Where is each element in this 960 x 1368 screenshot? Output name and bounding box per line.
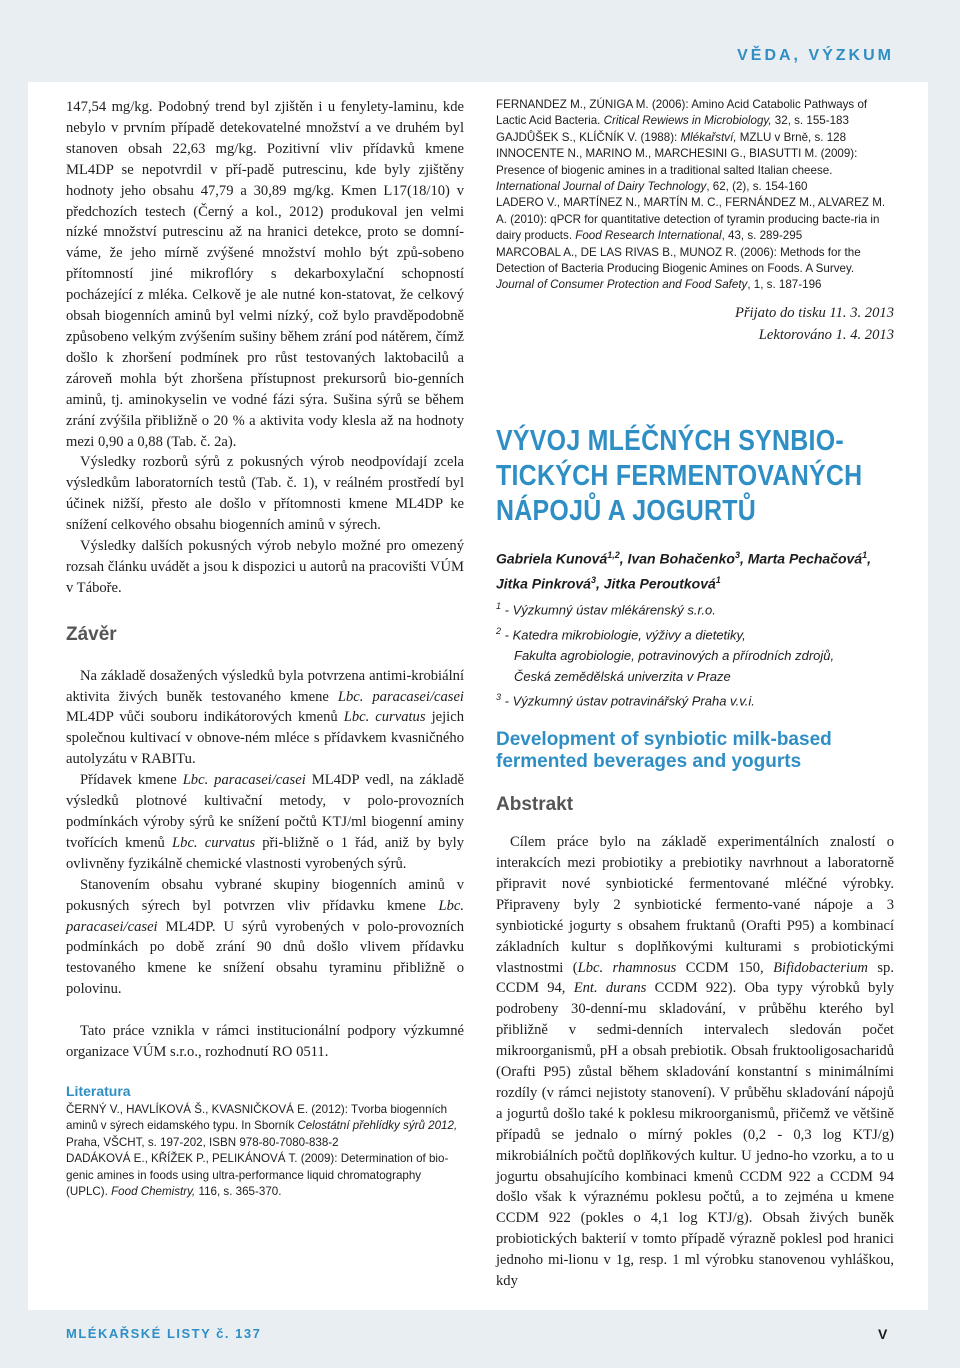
reference-item: FERNANDEZ M., ZÚNIGA M. (2006): Amino Acid Catabolic Pathways of Lactic Acid Bacteria. Critical Rewiews in Microbiology, 32, s. 155-183 <box>496 98 868 128</box>
reviewed-date: Lektorováno 1. 4. 2013 <box>758 326 894 343</box>
page-body <box>28 82 928 1310</box>
reference-item: ČERNÝ V., HAVLÍKOVÁ Š., KVASNIČKOVÁ E. (2012): Tvorba biogenních aminů v sýrech eidamského typu. In Sborník Celostátní přehlídky sýrů 2012, Praha, VŠCHT, s. 197-202, ISBN 978-80-7080-838-2 <box>66 1102 458 1149</box>
paragraph: 147,54 mg/kg. Podobný trend byl zjištěn i u fenylety-laminu, kde nebylo v prvním případě detekovatelné množství a ve druhém byl stanoven obsah 22,63 mg/kg. Pozitivní vliv přídavků kmene ML4DP se nepotvrdil v pří-padě putrescinu, kde byly zjištěny hodnoty jeho obsahu 47,79 a 30,89 mg/kg. Kmen L17(18/10) v předchozích testech (Černý a kol., 2012) produkoval jen velmi nízké množství putrescinu až na hranici detekce, proto se domní-váme, že jeho mírně zvýšené množství mohlo být způ-sobeno přítomností jiné mikroflóry s dekarboxylační schopností pocházející z mléka. Celkově je ale nutné kon-statovat, že celkový obsah biogenních aminů byl velmi nízký, což bylo pravděpodobně způsobeno velkým zvýšením sušiny během zrání pod nátěrem, čímž došlo k zhoršení podmínek pro růst testovaných laktobacilů a zároveň mohla být zhoršena přístupnost prekursorů bio-genních aminů, tj. aminokyselin ve vodné fázi sýra. Sušina sýrů se během zrání zvýšila přibližně o 20 % a aktivita vody klesla až na hodnoty mezi 0,90 a 0,88 (Tab. č. 2a). <box>66 99 464 450</box>
reference-item: MARCOBAL A., DE LAS RIVAS B., MUNOZ R. (2006): Methods for the Detection of Bacteria Producing Biogenic Amines on Foods. A Survey. Journal of Consumer Protection and Food Safety, 1, s. 187-196 <box>496 245 861 292</box>
paragraph: Přídavek kmene Lbc. paracasei/casei ML4DP vedl, na základě výsledků plotnové kultivační metody, v polo-provozních podmínkách výroby sýrů ke snížení počtů KTJ/ml biogenní aminy tvořících kmenů Lbc. curvatus při-bližně o 1 řád, aniž by byly ovlivněny fyzikálně chemické vlastnosti vyrobených sýrů. <box>66 772 464 872</box>
article-title: VÝVOJ MLÉČNÝCH SYNBIO- TICKÝCH FERMENTOVANÝCH NÁPOJŮ A JOGURTŮ <box>496 424 863 527</box>
acknowledgement: Tato práce vznikla v rámci institucionální podpory výzkumné organizace VÚM s.r.o., rozhodnutí RO 0511. <box>66 1023 464 1061</box>
conclusion-heading: Závěr <box>66 623 117 645</box>
left-column <box>66 97 464 1200</box>
reference-item: LADERO V., MARTÍNEZ N., MARTÍN M. C., FERNÁNDEZ M., ALVAREZ M. A. (2010): qPCR for quantitative detection of tyramin producing bacte-ria in dairy products. Food Research International, 43, s. 289-295 <box>496 196 886 243</box>
section-tag: VĚDA, VÝZKUM <box>737 47 894 64</box>
references-heading: Literatura <box>66 1082 131 1099</box>
reference-item: INNOCENTE N., MARINO M., MARCHESINI G., BIASUTTI M. (2009): Presence of biogenic amines in a traditional salted Italian cheese. International Journal of Dairy Technology, 62, (2), s. 154-160 <box>496 147 858 194</box>
journal-footer: MLÉKAŘSKÉ LISTY č. 137 <box>66 1326 262 1341</box>
reference-item: DADÁKOVÁ E., KŘÍŽEK P., PELIKÁNOVÁ T. (2009): Determination of bio-genic amines in foods using ultra-performance liquid chromatography (UPLC). Food Chemistry, 116, s. 365-370. <box>66 1152 449 1198</box>
accepted-date: Přijato do tisku 11. 3. 2013 <box>734 304 894 321</box>
paragraph: Stanovením obsahu vybrané skupiny biogenních aminů v pokusných sýrech byl potvrzen vliv přídavku kmene Lbc. paracasei/casei ML4DP. U sýrů vyrobených v polo-provozních podmínkách po době zrání 90 dnů došlo vlivem přídavku testovaného kmene ke snížení obsahu tyraminu přibližně o polovinu. <box>66 876 464 998</box>
page-number: V <box>878 1326 888 1342</box>
paragraph: Výsledky rozborů sýrů z pokusných výrob neodpovídají zcela výsledkům laboratorních testů (Tab. č. 1), v reálném prostředí byl účinek nižší, přesto ale došlo v přítomnosti kmene ML4DP ke snížení celkového obsahu biogenních aminů v sýrech. <box>66 454 464 534</box>
right-column <box>496 97 894 1292</box>
reference-item: GAJDŮŠEK S., KLÍČNÍK V. (1988): Mlékařství, MZLU v Brně, s. 128 <box>496 130 847 144</box>
affiliations: $^1$ - Výzkumný ústav mlékárenský s.r.o. $^2$ - Katedra mikrobiologie, výživy a dietetiky, Fakulta agrobiologie, potravinových a přírodních zdrojů, Česká zemědělská univerzita v Praze $^3$ - Výzkumný ústav potravinářský Praha v.v.i. <box>496 601 835 709</box>
abstract-text: Cílem práce bylo na základě experimentálních znalostí o interakcích mezi probiotiky a prebiotiky navrhnout a laboratorně připravit nové synbiotické fermentované mléčné výrobky. Připraveny byly 2 synbiotické fermento-vané nápoje a 3 synbiotické jogurty s obsahem fruktanů (Orafti P95) a kombinací základních kultur s doplňkovými kulturami s probiotickými vlastnostmi (Lbc. rhamnosus CCDM 150, Bifidobacterium sp. CCDM 94, Ent. durans CCDM 922). Oba typy výrobků byly podrobeny 30-denní-mu skladování, v průběhu kterého byl přibližně v sedmi-denních intervalech sledován počet mikroorganismů, pH a obsah prebiotik. Obsah fruktooligosacharidů (Orafti P95) zůstal během skladování konstantní s minimálními rozdíly (v rámci nejistoty stanovení). V průběhu skladování nápojů a jogurtů došlo také k poklesu mikroorganismů, přičemž ve většině případů se jednalo o mírný pokles (0,2 - 0,3 log KTJ/g) mikrobiálních počtů doplňkových kultur. U jedno-ho vzorku, a to u jogurtu obsahujícího kombinaci kmenů CCDM 922 a CCDM 94 došlo však k výraznému poklesu počtů, a to zejména u kmene CCDM 922 (pokles o 4,1 log KTJ/g). Obsah živých buněk probiotických bakterií v tomto případě výrazně poklesl pod hranici jednoho mi-lionu v 1g, resp. 1 ml výrobku stanovenou vyhláškou, kdy <box>496 834 894 1290</box>
abstract-heading: Abstrakt <box>496 794 574 816</box>
article-authors: Gabriela Kunová$^{1,2}$, Ivan Bohačenko$^3$, Marta Pechačová$^1$, Jitka Pinkrová$^3$, Jitka Peroutková$^1$ <box>496 549 872 592</box>
english-title: Development of synbiotic milk-based fermented beverages and yogurts <box>496 729 832 773</box>
header-band <box>0 0 960 82</box>
paragraph: Výsledky dalších pokusných výrob nebylo možné pro omezený rozsah článku uvádět a jsou k dispozici u autorů na pracovišti VÚM v Táboře. <box>66 538 464 596</box>
paragraph: Na základě dosažených výsledků byla potvrzena antimi-krobiální aktivita živých buněk testovaného kmene Lbc. paracasei/casei ML4DP vůči souboru indikátorových kmenů Lbc. curvatus jejich společnou kultivací v obnove-ném mléce s přídavkem kvasničného autolyzátu v RABITu. <box>66 667 464 768</box>
